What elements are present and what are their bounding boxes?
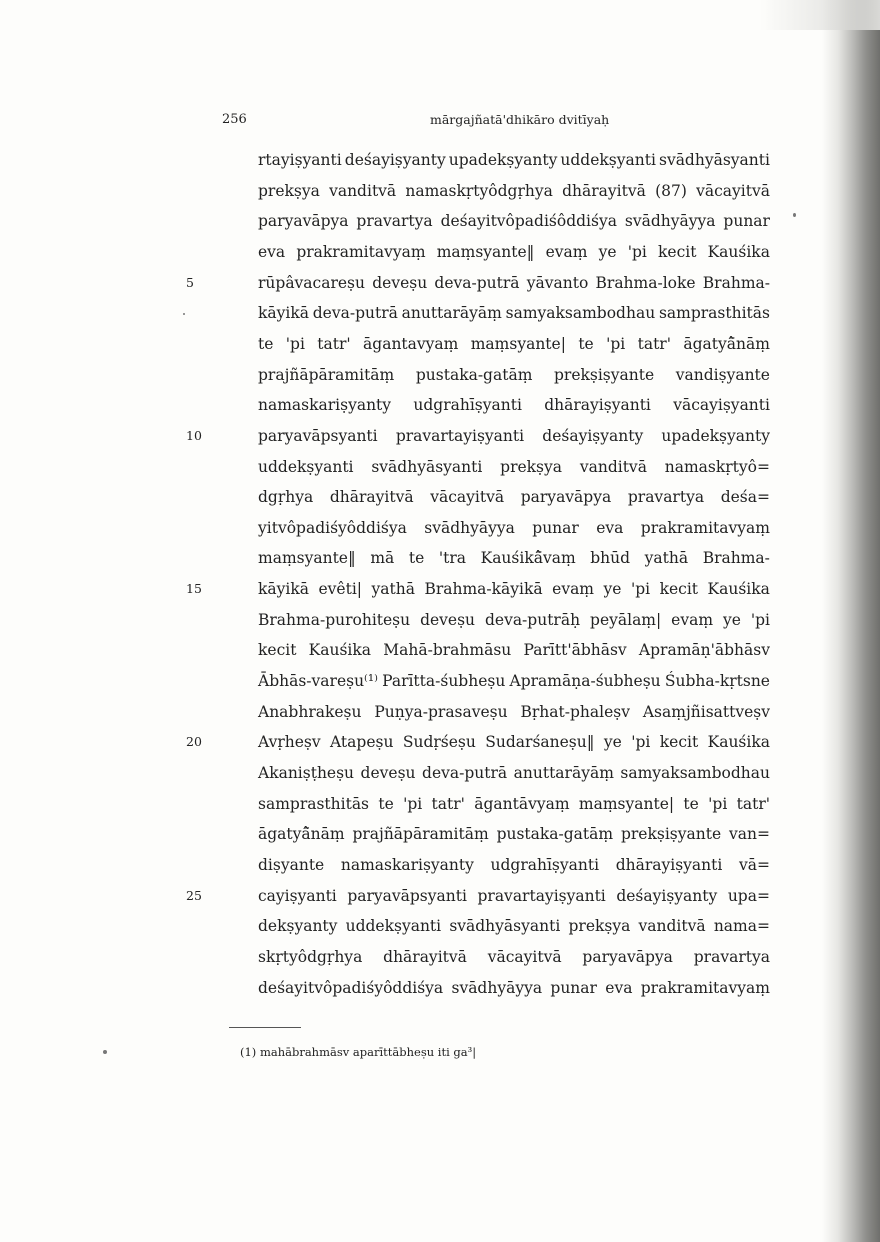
word: 'pi: [750, 610, 770, 629]
word: vācayitvā: [487, 947, 562, 966]
word: svādhyāsyanti: [658, 151, 770, 169]
text-line: [258, 916, 770, 936]
word: udgrahīṣyanti: [413, 396, 522, 415]
word: Kauśikâ̄vaṃ: [480, 549, 576, 568]
word: eva: [258, 242, 286, 261]
word: paryavāpya: [258, 212, 349, 231]
line-number: 25: [186, 887, 202, 903]
word: samyaksambodhau: [620, 764, 770, 782]
word: prakramitavyaṃ: [640, 978, 770, 997]
word: Parītt'ābhāsv: [523, 641, 627, 660]
word: kāyikā: [258, 304, 309, 323]
text-line: [258, 794, 770, 814]
word: pravartya: [356, 212, 433, 231]
word: udgrahīṣyanti: [490, 855, 600, 874]
text-line: [258, 518, 770, 538]
word: eva: [596, 518, 624, 537]
word: samyaksambodhau: [505, 304, 656, 323]
word: Bṛhat-phaleṣv: [520, 702, 630, 721]
word: prakramitavyaṃ: [640, 518, 770, 537]
text-line: [258, 640, 770, 660]
word: namaskṛtyô=: [664, 457, 770, 476]
word: kecit: [258, 641, 297, 660]
word: svādhyāyya: [451, 978, 543, 997]
word: dekṣyanty: [258, 917, 338, 936]
word: deśayiṣyanty: [616, 886, 718, 905]
word: vanditvā: [579, 457, 647, 476]
word: eva: [605, 978, 633, 997]
word: punar: [532, 518, 579, 537]
word: Apramāṇ'ābhāsv: [638, 641, 770, 660]
word: Atapeṣu: [330, 733, 394, 752]
word: Kauśika: [707, 580, 770, 599]
word: paryavāpya: [520, 488, 612, 507]
word: Parītta-śubheṣu: [382, 672, 506, 691]
scan-speck: [183, 313, 185, 315]
word: mā: [370, 549, 395, 568]
text-line: [258, 548, 770, 568]
word: te: [408, 549, 425, 568]
word: 'pi: [630, 580, 651, 599]
text-line: [258, 855, 770, 875]
footnote-rule: [229, 1027, 301, 1028]
word: deva-putrāḥ: [484, 610, 581, 629]
word: pustaka-gatāṃ: [496, 825, 614, 844]
line-number: 5: [186, 274, 194, 290]
word: dhārayiṣyanti: [615, 855, 723, 874]
word: samprasthitās: [258, 794, 370, 813]
text-line: [258, 395, 770, 415]
word: anuttarāyāṃ: [513, 764, 614, 782]
text-line: [258, 579, 770, 599]
word: rūpâvacareṣu: [258, 273, 365, 292]
text-line: [258, 211, 770, 231]
word: svādhyāyya: [624, 212, 716, 231]
word: deśa=: [720, 488, 770, 507]
text-line: [258, 181, 770, 201]
word: te: [683, 794, 699, 813]
word: paryavāpya: [582, 947, 673, 966]
word: kecit: [659, 733, 699, 752]
text-line: [258, 273, 770, 293]
word: 'pi: [285, 334, 305, 353]
word: 'pi: [708, 794, 728, 813]
word: deveṣu: [360, 764, 416, 782]
text-line: [258, 242, 770, 262]
word: Kauśika: [707, 242, 770, 261]
word: Śubha-kṛtsne: [664, 672, 770, 691]
word: Akaniṣṭheṣu: [258, 764, 355, 782]
word: Brahma-: [702, 273, 770, 292]
word: uddekṣyanti: [560, 151, 656, 169]
text-line: [258, 824, 770, 844]
text-line: [258, 303, 770, 323]
word: Kauśika: [707, 733, 770, 752]
word: rtayiṣyanti: [258, 151, 342, 169]
word: Anabhrakeṣu: [258, 702, 362, 721]
page-edge-shadow: [822, 0, 880, 1242]
word: uddekṣyanti: [258, 457, 354, 476]
word: pravartya: [627, 488, 705, 507]
word: prajñāpāramitāṃ: [352, 825, 489, 844]
word: van=: [729, 825, 770, 844]
word: āgatyâ̄nāṃ: [258, 825, 345, 844]
word: 'tra: [438, 549, 467, 568]
word: pustaka-gatāṃ: [415, 365, 533, 384]
line-number: 10: [186, 427, 202, 443]
text-line: [258, 732, 770, 752]
word: skṛtyôdgṛhya: [258, 947, 363, 966]
text-line: [258, 886, 770, 906]
word: Puṇya-prasaveṣu: [374, 702, 508, 721]
word: prekṣya: [500, 457, 563, 476]
word: maṃsyante|: [578, 794, 675, 813]
word: maṃsyante|: [470, 334, 566, 353]
word: vanditvā: [329, 181, 397, 200]
word: deśayitvôpadiśôddiśya: [440, 212, 617, 231]
word: vā=: [738, 855, 770, 874]
word: namaskariṣyanty: [258, 396, 392, 415]
word: kāyikā: [258, 580, 309, 599]
word: paryavāpsyanti: [258, 426, 378, 445]
word: ye: [598, 242, 617, 261]
word: deśayiṣyanty: [344, 151, 446, 169]
word: cayiṣyanti: [258, 886, 337, 905]
word: evaṃ: [545, 242, 588, 261]
word: deva-putrā: [312, 304, 398, 323]
text-line: [258, 610, 770, 630]
word: punar: [550, 978, 597, 997]
text-line: [258, 426, 770, 446]
text-line: [258, 365, 770, 385]
word: dhārayitvā: [329, 488, 414, 507]
word: prekṣiṣyante: [620, 825, 722, 844]
word: svādhyāsyanti: [371, 457, 483, 476]
word: deva-putrā: [422, 764, 508, 782]
word: ye: [603, 733, 622, 752]
word: samprasthitās: [658, 304, 770, 323]
text-line: [258, 487, 770, 507]
line-number: 15: [186, 581, 202, 597]
word: tatr': [431, 794, 465, 813]
word: evaṃ: [552, 580, 595, 599]
word: prekṣiṣyante: [554, 365, 655, 384]
word: yathā: [371, 580, 415, 599]
word: Sudarśaneṣu‖: [485, 733, 595, 752]
word: Sudṛśeṣu: [402, 733, 476, 752]
word: Asaṃjñisattveṣv: [642, 702, 770, 721]
word: prekṣya: [568, 917, 631, 936]
word: dhārayitvā: [562, 181, 646, 200]
line-number: 20: [186, 734, 202, 750]
word: ye: [603, 580, 622, 599]
word: yāvanto: [526, 273, 589, 292]
word: Kauśika: [308, 641, 372, 660]
word: prekṣya: [258, 181, 320, 200]
word: evêti|: [318, 580, 362, 599]
scan-speck: [103, 1050, 107, 1054]
word: peyālaṃ|: [590, 610, 662, 629]
word: maṃsyante‖: [436, 242, 535, 261]
text-line: [258, 334, 770, 354]
word: Apramāṇa-śubheṣu: [509, 672, 661, 691]
word: svādhyāsyanti: [449, 917, 561, 936]
word: anuttarāyāṃ: [401, 304, 502, 323]
scan-speck: [793, 213, 796, 217]
word: (87): [655, 181, 687, 200]
word: te: [578, 334, 594, 353]
text-line: [258, 150, 770, 170]
text-line: [258, 978, 770, 998]
word: namaskṛtyôdgṛhya: [405, 181, 553, 200]
word: upa=: [727, 886, 770, 905]
page-header: [0, 112, 880, 132]
word: prakramitavyaṃ: [296, 242, 426, 261]
text-line: [258, 947, 770, 967]
running-head: mārgajñatā'dhikāro dvitīyaḥ: [430, 112, 610, 127]
word: bhūd: [590, 549, 631, 568]
word: tatr': [637, 334, 671, 353]
word: te: [258, 334, 274, 353]
word: evaṃ: [671, 610, 714, 629]
word: vācayitvā: [696, 181, 770, 200]
word: punar: [723, 212, 770, 231]
word: pravartayiṣyanti: [395, 426, 525, 445]
word: deva-putrā: [434, 273, 520, 292]
word: pravartya: [693, 947, 770, 966]
word: yitvôpadiśyôddiśya: [258, 518, 407, 537]
word: dhārayiṣyanti: [544, 396, 651, 415]
text-line: [258, 457, 770, 477]
word: upadekṣyanty: [448, 151, 558, 169]
word: vācayiṣyanti: [673, 396, 770, 415]
word: vācayitvā: [430, 488, 505, 507]
word: deśayitvôpadiśyôddiśya: [258, 978, 444, 997]
word: prajñāpāramitāṃ: [258, 365, 395, 384]
word: namaskariṣyanty: [340, 855, 474, 874]
word: maṃsyante‖: [258, 549, 356, 568]
word: svādhyāyya: [424, 518, 515, 537]
page-number: 256: [222, 112, 247, 127]
word: tatr': [736, 794, 770, 813]
word: Brahma-kāyikā: [424, 580, 543, 599]
word: 'pi: [403, 794, 423, 813]
word: nama=: [713, 917, 770, 936]
word: diṣyante: [258, 855, 325, 874]
word: āgatyâ̄nāṃ: [683, 334, 770, 353]
word: yathā: [644, 549, 689, 568]
word: deveṣu: [372, 273, 428, 292]
word: Brahma-loke: [595, 273, 696, 292]
word: Avṛheṣv: [258, 733, 321, 752]
word: āgantavyaṃ: [363, 334, 459, 353]
word: upadekṣyanty: [661, 426, 770, 445]
word: 'pi: [627, 242, 647, 261]
word: Brahma-purohiteṣu: [258, 610, 411, 629]
word: āgantāvyaṃ: [474, 794, 570, 813]
page-corner-shadow: [760, 0, 880, 30]
word: 'pi: [606, 334, 626, 353]
word: Mahā-brahmāsu: [383, 641, 512, 660]
word: 'pi: [631, 733, 651, 752]
word: pravartayiṣyanti: [477, 886, 606, 905]
word: uddekṣyanti: [345, 917, 442, 936]
word: vanditvā: [638, 917, 706, 936]
word: Ābhās-vareṣu⁽¹⁾: [258, 672, 378, 691]
word: paryavāpsyanti: [347, 886, 467, 905]
footnote: (1) mahābrahmāsv aparīttābheṣu iti ga³|: [240, 1045, 477, 1059]
word: tatr': [317, 334, 351, 353]
text-line: [258, 763, 770, 783]
word: dgṛhya: [258, 488, 314, 507]
word: Brahma-: [702, 549, 770, 568]
text-line: [258, 702, 770, 722]
word: te: [378, 794, 394, 813]
word: deśayiṣyanty: [542, 426, 644, 445]
word: dhārayitvā: [383, 947, 467, 966]
word: vandiṣyante: [675, 365, 770, 384]
word: ye: [722, 610, 741, 629]
word: deveṣu: [420, 610, 476, 629]
word: kecit: [659, 580, 699, 599]
text-line: [258, 671, 770, 691]
word: kecit: [658, 242, 697, 261]
